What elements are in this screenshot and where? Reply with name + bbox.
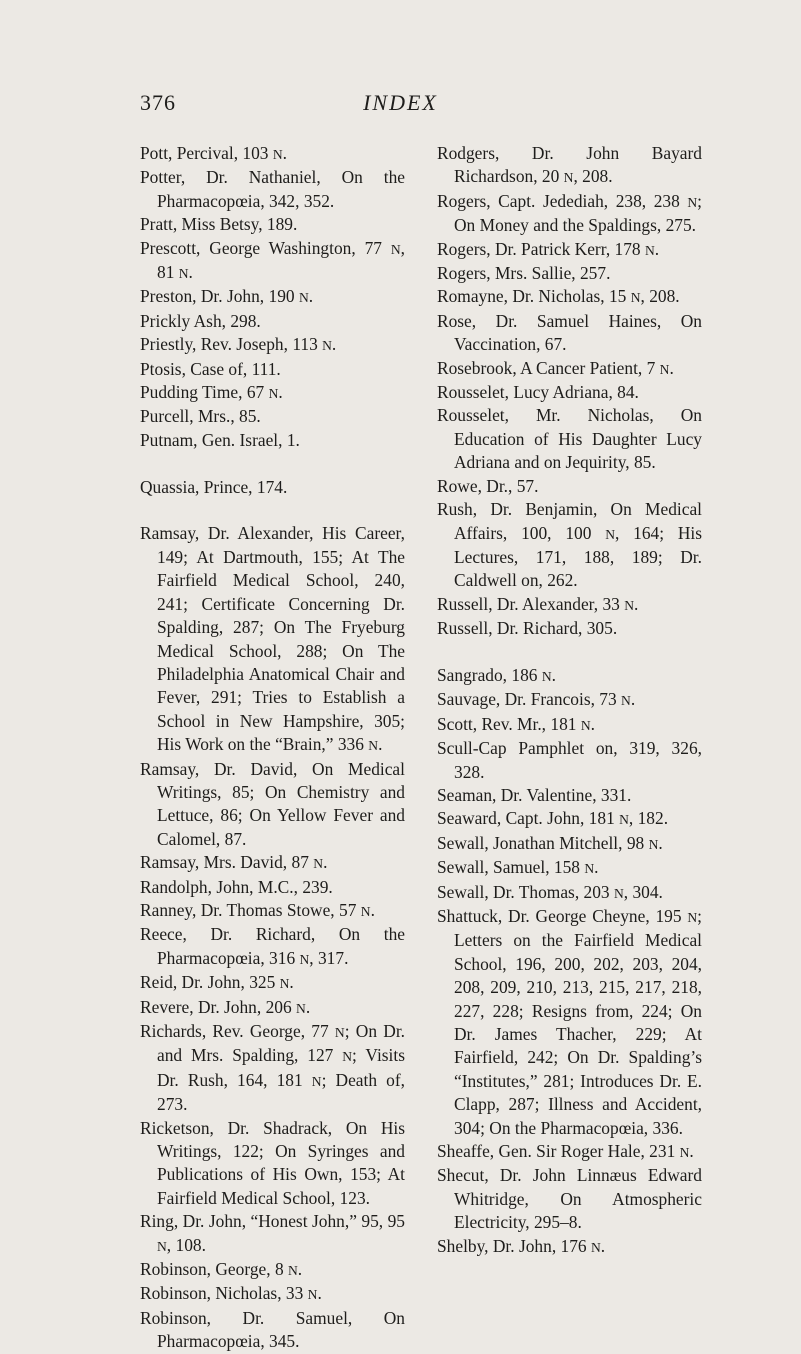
index-entry: Scott, Rev. Mr., 181 N. (437, 713, 595, 734)
index-entry: Sangrado, 186 N. (437, 664, 556, 685)
index-entry: Reece, Dr. Richard, On the Pharmacopœia, 316 N, 317. (140, 924, 405, 968)
index-entry: Russell, Dr. Richard, 305. (437, 618, 618, 639)
index-entry: Sauvage, Dr. Francois, 73 N. (437, 689, 636, 710)
index-entry: Rush, Dr. Benjamin, On Medical Affairs, 100, 100 N, 164; His Lectures, 171, 188, 189; Dr. Caldwell on, 262. (437, 499, 703, 591)
index-entry: Rousselet, Mr. Nicholas, On Education of His Daughter Lucy Adriana and on Jequirity, 85. (437, 405, 702, 473)
index-entry: Reid, Dr. John, 325 N. (140, 972, 294, 993)
index-entry: Revere, Dr. John, 206 N. (140, 996, 311, 1017)
index-entry: Randolph, John, M.C., 239. (140, 876, 333, 897)
index-entry: Robinson, Dr. Samuel, On Pharmacopœia, 345. (140, 1307, 405, 1352)
index-entry: Ramsay, Dr. David, On Medical Writings, 85; On Chemistry and Lettuce, 86; On Yellow Fever and Calomel, 87. (140, 758, 405, 849)
index-entry: Richards, Rev. George, 77 N; On Dr. and Mrs. Spalding, 127 N; Visits Dr. Rush, 164, 181 N; Death of, 273. (140, 1021, 405, 1115)
index-entry: Robinson, Nicholas, 33 N. (140, 1283, 322, 1304)
index-entry: Rodgers, Dr. John Bayard Richardson, 20 N, 208. (437, 143, 702, 187)
index-entry: Rosebrook, A Cancer Patient, 7 N. (437, 357, 674, 378)
index-entry: Ranney, Dr. Thomas Stowe, 57 N. (140, 899, 375, 920)
index-entry: Prescott, George Washington, 77 N, 81 N. (140, 237, 405, 283)
index-entry: Sewall, Jonathan Mitchell, 98 N. (437, 832, 663, 853)
index-entry: Purcell, Mrs., 85. (140, 406, 261, 427)
index-entry: Shecut, Dr. John Linnæus Edward Whitridge, On Atmospheric Electricity, 295–8. (437, 1165, 702, 1233)
index-entry: Russell, Dr. Alexander, 33 N. (437, 593, 639, 614)
index-column-right (437, 142, 702, 1259)
index-entry: Scull-Cap Pamphlet on, 319, 326, 328. (437, 738, 702, 782)
index-entry: Rose, Dr. Samuel Haines, On Vaccination, 67. (437, 310, 702, 355)
index-entry: Shattuck, Dr. George Cheyne, 195 N; Letters on the Fairfield Medical School, 196, 200, 202, 203, 204, 208, 209, 210, 213, 215, 217, 218, 227, 228; Resigns from, 224; On Dr. James Thacher, 229; At Fairfield, 242; On Dr. Spalding’s “Institutes,” 281; Introduces Dr. E. Clapp, 287; Illness and Accident, 304; On the Pharmacopœia, 336. (437, 905, 703, 1138)
index-entry: Rogers, Mrs. Sallie, 257. (437, 263, 611, 284)
index-entry: Ring, Dr. John, “Honest John,” 95, 95 N, 108. (140, 1211, 405, 1255)
index-entry: Putnam, Gen. Israel, 1. (140, 429, 300, 450)
index-entry: Pudding Time, 67 N. (140, 382, 283, 403)
index-entry: Potter, Dr. Nathaniel, On the Pharmacopœia, 342, 352. (140, 167, 405, 211)
index-entry: Seaward, Capt. John, 181 N, 182. (437, 808, 669, 829)
index-entry: Sewall, Dr. Thomas, 203 N, 304. (437, 881, 663, 902)
index-entry: Prickly Ash, 298. (140, 310, 261, 331)
index-entry: Romayne, Dr. Nicholas, 15 N, 208. (437, 286, 680, 307)
index-entry: Ramsay, Dr. Alexander, His Career, 149; At Dartmouth, 155; At The Fairfield Medical School, 240, 241; Certificate Concerning Dr. Spalding, 287; On The Fryeburg Medical School, 288; On The Philadelphia Anatomical Chair and Fever, 291; Tries to Establish a School in New Hampshire, 305; His Work on the “Brain,” 336 N. (140, 523, 405, 755)
index-entry: Pott, Percival, 103 N. (140, 143, 287, 163)
section-gap (437, 641, 702, 664)
index-entry: Ramsay, Mrs. David, 87 N. (140, 852, 328, 873)
index-entry: Rogers, Dr. Patrick Kerr, 178 N. (437, 238, 660, 259)
index-entry: Sewall, Samuel, 158 N. (437, 857, 599, 878)
page-header (0, 90, 801, 120)
index-entry: Pratt, Miss Betsy, 189. (140, 214, 298, 235)
index-entry: Rousselet, Lucy Adriana, 84. (437, 382, 639, 403)
index-entry: Robinson, George, 8 N. (140, 1259, 303, 1280)
index-entry: Shelby, Dr. John, 176 N. (437, 1235, 606, 1256)
index-column-left (140, 142, 405, 1354)
index-entry: Ricketson, Dr. Shadrack, On His Writings, 122; On Syringes and Publications of His Own, 153; At Fairfield Medical School, 123. (140, 1117, 405, 1208)
page-number: 376 (140, 90, 176, 115)
index-entry: Seaman, Dr. Valentine, 331. (437, 784, 632, 805)
index-entry: Rogers, Capt. Jedediah, 238, 238 N; On Money and the Spaldings, 275. (437, 190, 702, 236)
index-entry: Ptosis, Case of, 111. (140, 358, 281, 379)
section-gap (140, 499, 405, 522)
index-entry: Priestly, Rev. Joseph, 113 N. (140, 334, 337, 355)
index-entry: Sheaffe, Gen. Sir Roger Hale, 231 N. (437, 1141, 694, 1162)
running-head: INDEX (363, 90, 438, 115)
section-gap (140, 452, 405, 475)
index-entry: Quassia, Prince, 174. (140, 476, 288, 497)
index-entry: Rowe, Dr., 57. (437, 475, 539, 496)
index-entry: Preston, Dr. John, 190 N. (140, 286, 314, 307)
